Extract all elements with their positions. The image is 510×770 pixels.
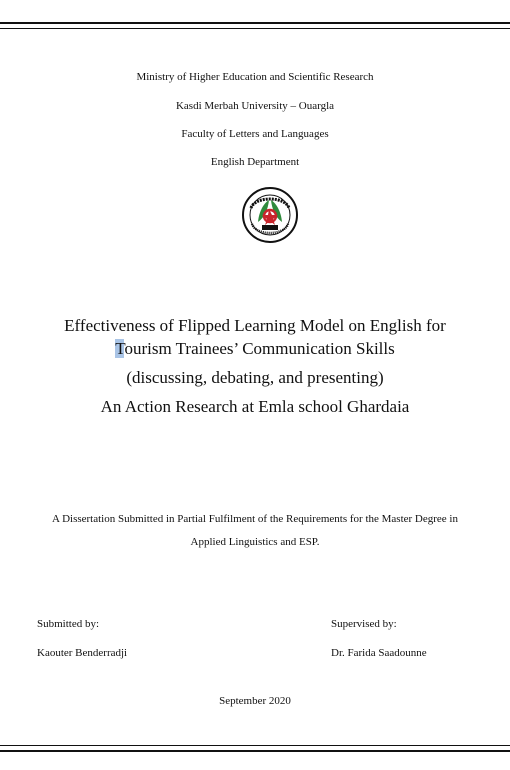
faculty-name: Faculty of Letters and Languages bbox=[181, 128, 329, 140]
selected-title-initial[interactable]: T bbox=[115, 339, 125, 358]
university-name: Kasdi Merbah University – Ouargla bbox=[175, 100, 335, 112]
thesis-title-line-2 bbox=[0, 338, 510, 360]
bottom-double-rule-thick bbox=[0, 750, 510, 752]
top-double-rule-thick bbox=[0, 22, 510, 24]
submitted-by-label: Submitted by: bbox=[37, 618, 100, 630]
submission-date: September 2020 bbox=[219, 695, 291, 707]
thesis-title-line-3: (discussing, debating, and presenting) bbox=[126, 368, 384, 387]
dissertation-statement-line-1: A Dissertation Submitted in Partial Fulfilment of the Requirements for the Master Degree in bbox=[51, 513, 458, 525]
thesis-title-line-2-text: ourism Trainees’ Communication Skills bbox=[124, 339, 395, 358]
department-name: English Department bbox=[210, 156, 300, 168]
bottom-double-rule-thin bbox=[0, 745, 510, 746]
top-double-rule-thin bbox=[0, 28, 510, 29]
supervised-by-label: Supervised by: bbox=[331, 618, 397, 630]
student-name: Kaouter Benderradji bbox=[37, 647, 128, 659]
ministry-name: Ministry of Higher Education and Scientific Research bbox=[136, 71, 374, 83]
thesis-title-line-4: An Action Research at Emla school Ghardaia bbox=[100, 397, 410, 416]
university-seal-icon bbox=[238, 186, 302, 244]
supervisor-name: Dr. Farida Saadounne bbox=[331, 647, 427, 659]
dissertation-statement-line-2: Applied Linguistics and ESP. bbox=[190, 536, 320, 548]
thesis-title-line-1: Effectiveness of Flipped Learning Model on English for bbox=[64, 316, 446, 335]
